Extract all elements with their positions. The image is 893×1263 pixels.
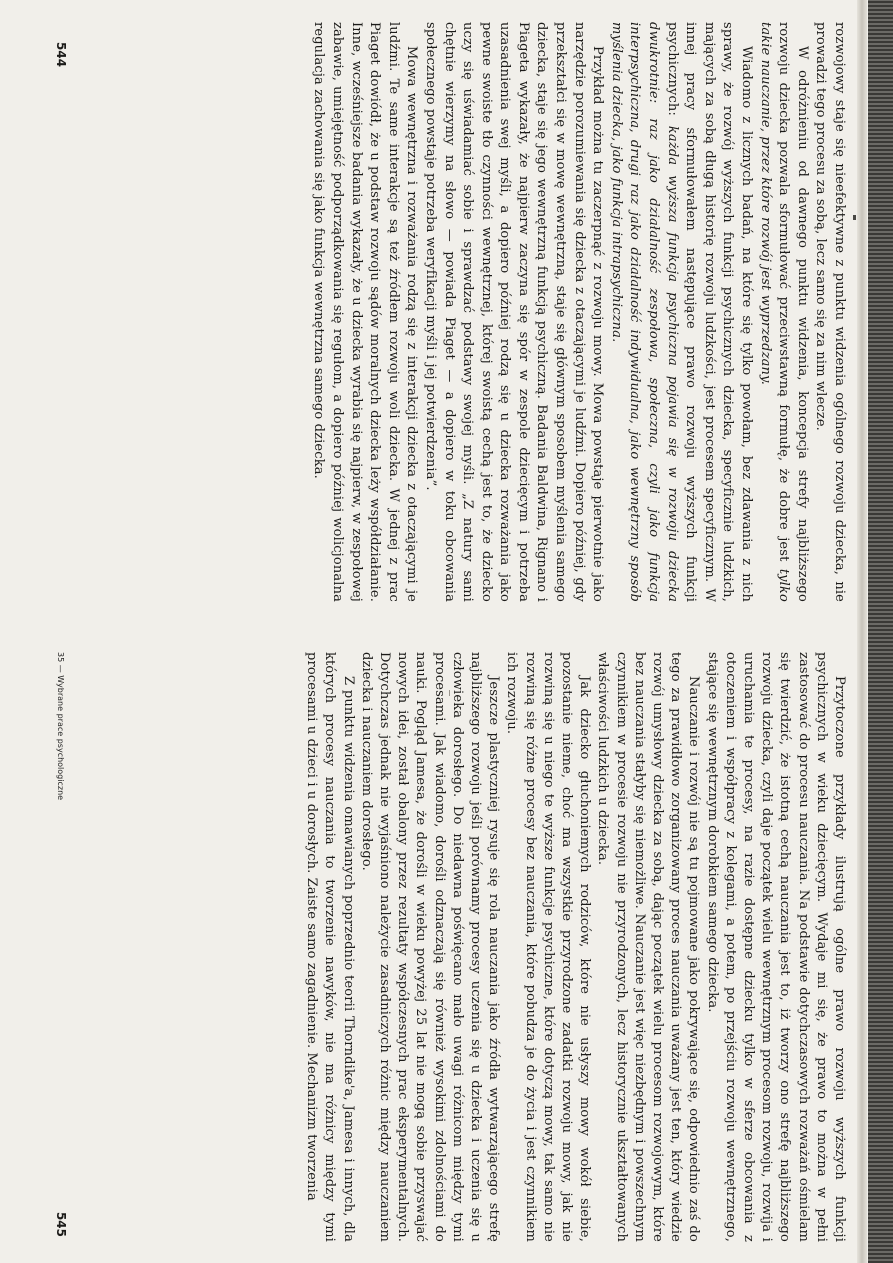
text-run: Mowa wewnętrzna i rozważania rodzą się z interakcji dziecka z otaczającymi je ludźmi. Te same interakcje są też źródłem rozwoju woli dziecka. W jednej z prac Piaget dowiódł, że u podstaw rozwoju sądów moralnych dziecka leży współdziałanie. Inne, wcześniejsze badania wykazały, że u dziecka wyrabia się najpierw, w zespołowej zabawie, umiejętność podporządkowania się regułom, a dopiero później wolicjonalna regulacja zachowania się jako funkcja wewnętrzna samego dziecka. (311, 22, 420, 602)
paragraph (811, 22, 848, 602)
scan-edge-strip (868, 0, 893, 1263)
paragraph (755, 22, 811, 602)
italic-run: tylko (776, 568, 792, 602)
left-page-text (309, 22, 848, 602)
italic-run: takie (757, 22, 773, 56)
paragraph (502, 652, 593, 1242)
italic-run: które rozwój jest wyprzedzany. (757, 177, 773, 386)
text-run: Przykład można tu zaczerpnąć z rozwoju mowy. Mowa powstaje pierwotnie jako narzędzie porozumiewania się dziecka z otaczającymi je ludźmi. Dopiero później, gdy przekształci się w mowę wewnętrzną, staje się głównym sposobem myślenia samego dziecka, staje się jego wewnętrzną funkcją psychiczną. Badania Baldwina, Rignano i Piageta wykazały, że najpierw zaczyna się spór w zespole dziecięcym i potrzeba uzasadnienia swej myśli, a dopiero później rodzą się u dziecka rozważania jako pewne swoiste tło czynności wewnętrznej, której swoistą cechą jest to, że dziecko uczy się uświadamiać sobie i sprawdzać podstawy swojej myśli. „Z natury sami chętnie wierzymy na słowo — powiada Piaget — a dopiero w toku obcowania społecznego powstaje potrzeba weryfikacji myśli i jej potwierdzenia”. (422, 22, 606, 602)
left-page (48, 22, 848, 602)
text-run: Wiadomo z licznych badań, na które się tylko powołam, bez zdawania z nich sprawy, że rozwój wyższych funkcji psychicznych dziecka, specyficznie ludzkich, mających za sobą długą historię rozwoju ludzkości, jest procesem specyficznym. W innej pracy sformułowałem następujące prawo rozwoju wyższych funkcji psychicznych: (664, 22, 755, 602)
paragraph (606, 22, 755, 602)
text-run: Jak dziecko głuchoniemych rodziców, które nie usłyszy mowy wokół siebie, pozostanie nieme, choć ma wszystkie przyrodzone zadatki rozwoju mowy, jak nie rozwiną się u niego te wyższe funkcje psychiczne, które dotyczą mowy, tak samo nie rozwiną się różne procesy bez nauczania, które pobudza je do życia i jest czynnikiem ich rozwoju. (504, 652, 593, 1242)
book-spread (48, 22, 848, 1247)
paragraph (420, 22, 606, 602)
right-page-number: 545 (54, 1211, 68, 1237)
italic-run: każda wyższa funkcja psychiczna pojawia się w rozwoju dziecka dwukrotnie: raz jako działalność zespołowa, społeczna, czyli jako funkcja interpsychiczna, drugi raz jako działalność indywidualna, jako wewnętrzny sposób myślenia dziecka, jako funkcja intrapsychiczna. (608, 22, 680, 603)
text-run: Przytoczone przykłady ilustrują ogólne prawo rozwoju wyższych funkcji psychicznych w wieku dziecięcym. Wydaje mi się, że prawo to można w pełni zastosować do procesu nauczania. Na podstawie dotychczasowych rozważań ośmielam się twierdzić, że istotną cechą nauczania jest to, iż tworzy ono strefę najbliższego rozwoju dziecka, czyli daje początek wielu wewnętrznym procesom rozwoju, rozwija i uruchamia te procesy, na razie dostępne dziecku tylko w sferze obcowania z otoczeniem i współpracy z kolegami, a potem, po przejściu rozwoju wewnętrznego, stające się wewnętrznym dorobkiem samego dziecka. (704, 652, 847, 1242)
book-spine-shadow (857, 0, 867, 1263)
scan-speck (853, 215, 856, 220)
text-run: Z punktu widzenia omawianych poprzednio teorii Thorndike'a, Jamesa i innych, dla których procesy nauczania to tworzenie nawyków, nie ma różnicy między tymi procesami u dzieci i u dorosłych. Zaiste samo zagadnienie. Mechanizm tworzenia (304, 652, 356, 1242)
italic-run: nauczanie, (757, 59, 773, 132)
right-page-text (302, 652, 848, 1242)
paragraph (593, 652, 702, 1242)
page-footnote: 35 — Wybrane prace psychologiczne (56, 652, 65, 801)
right-page (48, 652, 848, 1242)
text-run: Nauczanie i rozwój nie są tu pojmowane jako pokrywające się, odpowiednio zaś do tego za prawidłowo zorganizowany proces nauczania uważany jest ten, który wiedzie rozwój umysłowy dziecka za sobą, dając początek wielu procesom rozwojowym, które bez nauczania stałyby się niemożliwe. Nauczanie jest więc niezbędnym i powszechnym czynnikiem w procesie rozwoju nie przyrodzonych, lecz historycznie ukształtowanych właściwości ludzkich u dziecka. (595, 652, 702, 1242)
text-run: W odróżnieniu od dawnego punktu widzenia, koncepcja strefy najbliższego rozwoju dziecka pozwala sformułować przeciwstawną formułę, że dobre jest (776, 22, 810, 602)
text-run: rozwojowy staje się nieefektywne z punktu widzenia ogólnego rozwoju dziecka, nie prowadzi tego procesu za sobą, lecz samo się za nim wlecze. (813, 22, 847, 602)
text-run: Jeszcze plastyczniej rysuje się rola nauczania jako źródła wytwarzającego strefę najbliższego rozwoju jeśli porównamy procesy uczenia się u dziecka i uczenia się u człowieka dorosłego. Do niedawna poświęcano mało uwagi różnicom między tymi procesami. Jak wiadomo, dorośli odznaczają się również wysokimi zdolnościami do nauki. Pogląd Jamesa, że dorośli w wieku powyżej 25 lat nie mogą sobie przyswajać nowych idei, został obalony przez rezultaty współczesnych prac eksperymentalnych. Dotychczas jednak nie wyjaśniono należycie zasadniczych różnic między nauczaniem dziecka i nauczaniem dorosłego. (358, 652, 502, 1242)
left-page-number: 544 (54, 42, 68, 68)
paragraph (309, 22, 421, 602)
italic-run: przez (757, 136, 773, 173)
paragraph (357, 652, 503, 1242)
paragraph (702, 652, 848, 1242)
paragraph (302, 652, 357, 1242)
